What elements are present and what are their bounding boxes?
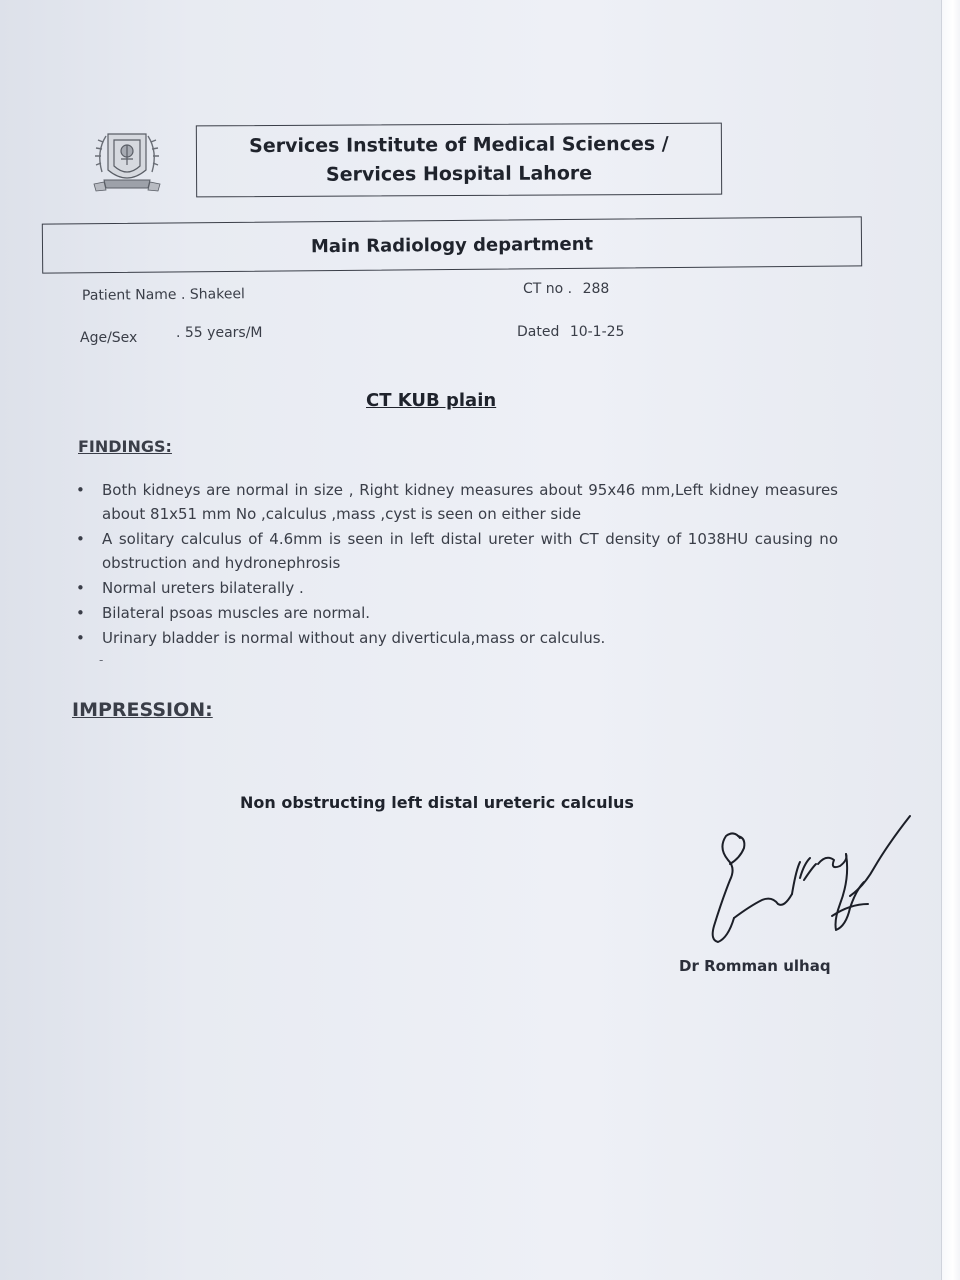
impression-heading: IMPRESSION:	[72, 699, 213, 721]
institution-header	[196, 123, 722, 198]
patient-name: Patient Name . Shakeel	[81, 286, 246, 304]
stray-mark: -	[99, 653, 104, 667]
dated-label: Dated	[517, 324, 560, 340]
dated-value: 10-1-25	[569, 324, 625, 340]
finding-item: • A solitary calculus of 4.6mm is seen in left distal ureter with CT density of 1038HU causing no obstruction and hydronephrosis	[76, 527, 838, 575]
department-banner	[42, 216, 862, 273]
dated-field	[517, 324, 624, 340]
ct-number-value: 288	[582, 281, 610, 297]
findings-heading: FINDINGS:	[78, 437, 172, 456]
finding-item: • Normal ureters bilaterally .	[76, 576, 838, 600]
ct-number-field	[523, 281, 609, 297]
institution-name-line1: Services Institute of Medical Sciences /	[249, 132, 669, 158]
finding-item: • Bilateral psoas muscles are normal.	[76, 601, 838, 625]
institution-name-line2: Services Hospital Lahore	[325, 162, 593, 186]
finding-item: • Both kidneys are normal in size , Right kidney measures about 95x46 mm,Left kidney measures about 81x51 mm No ,calculus ,mass ,cyst is seen on either side	[76, 478, 838, 526]
doctor-name: Dr Romman ulhaq	[679, 957, 831, 975]
age-sex-value: . 55 years/M	[176, 325, 263, 341]
impression-text: Non obstructing left distal ureteric calculus	[240, 793, 634, 812]
findings-list	[76, 478, 838, 651]
age-sex-label: Age/Sex	[80, 330, 138, 346]
report-title: CT KUB plain	[366, 390, 497, 411]
doctor-signature	[700, 808, 920, 958]
department-name: Main Radiology department	[310, 233, 594, 257]
finding-item: • Urinary bladder is normal without any diverticula,mass or calculus.	[76, 626, 838, 650]
paper-edge	[941, 0, 960, 1280]
institution-crest-icon	[88, 124, 166, 196]
ct-number-label: CT no .	[523, 281, 573, 297]
